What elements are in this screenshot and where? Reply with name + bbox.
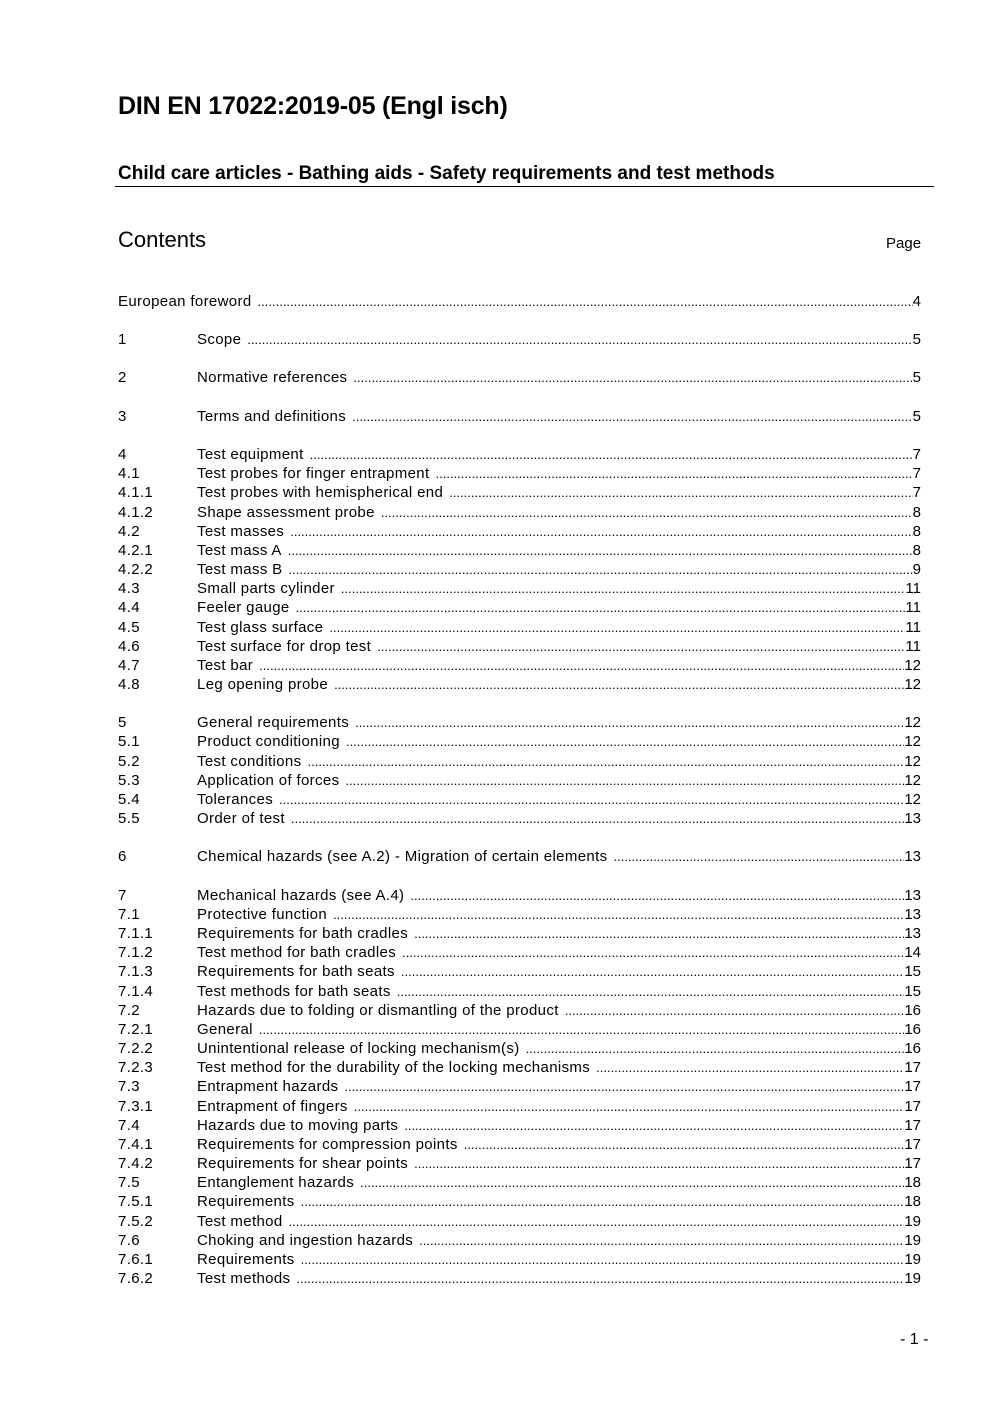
toc-dot-leader [279, 790, 904, 809]
toc-entry-number: 7.1.1 [118, 925, 154, 942]
toc-entry[interactable] [118, 847, 921, 866]
toc-dot-leader [401, 962, 904, 981]
toc-entry-title: Normative references [197, 369, 348, 386]
toc-entry-page: 15 [904, 983, 921, 1000]
toc-entry[interactable] [118, 809, 921, 828]
toc-entry-title: Mechanical hazards (see A.4) [197, 887, 405, 904]
toc-dot-leader [354, 1097, 905, 1116]
toc-entry-number: 4.4 [118, 599, 140, 616]
toc-entry-number: 4.2 [118, 523, 140, 540]
toc-entry[interactable] [118, 982, 921, 1001]
toc-entry-title: Test surface for drop test [197, 638, 372, 655]
toc-entry-title: Test probes with hemispherical end [197, 484, 444, 501]
toc-entry-page: 17 [904, 1117, 921, 1134]
toc-entry-page: 11 [905, 619, 921, 636]
toc-entry-number: 4.6 [118, 638, 140, 655]
toc-entry-number: 1 [118, 331, 127, 348]
toc-entry[interactable] [118, 1058, 921, 1077]
toc-entry-page: 19 [904, 1270, 921, 1287]
toc-dot-leader [404, 1116, 904, 1135]
toc-entry-title: Test glass surface [197, 619, 324, 636]
toc-entry-number: 7.2.3 [118, 1059, 154, 1076]
toc-entry-page: 8 [912, 542, 921, 559]
toc-entry-title: Requirements for shear points [197, 1155, 409, 1172]
toc-dot-leader [436, 464, 913, 483]
toc-entry-number: 3 [118, 408, 127, 425]
toc-entry-title: Requirements for bath cradles [197, 925, 409, 942]
toc-dot-leader [296, 598, 906, 617]
toc-dot-leader [258, 292, 913, 311]
toc-entry-number: 7.6.1 [118, 1251, 154, 1268]
toc-entry-title: Terms and definitions [197, 408, 347, 425]
toc-entry[interactable] [118, 1077, 921, 1096]
toc-entry[interactable] [118, 1173, 921, 1192]
toc-entry[interactable] [118, 675, 921, 694]
toc-entry-number: 7.3.1 [118, 1098, 154, 1115]
toc-entry-title: Requirements [197, 1251, 295, 1268]
toc-entry[interactable] [118, 1212, 921, 1231]
toc-dot-leader [414, 1154, 904, 1173]
toc-entry[interactable] [118, 905, 921, 924]
toc-entry-number: 7.5.2 [118, 1213, 154, 1230]
toc-entry-page: 17 [904, 1078, 921, 1095]
toc-entry-page: 13 [904, 906, 921, 923]
toc-entry-number: 5 [118, 714, 127, 731]
toc-entry-page: 11 [905, 638, 921, 655]
toc-entry-title: Entanglement hazards [197, 1174, 355, 1191]
toc-entry-page: 17 [904, 1059, 921, 1076]
toc-dot-leader [301, 1192, 905, 1211]
toc-dot-leader [289, 560, 913, 579]
toc-dot-leader [613, 847, 904, 866]
toc-entry-title: Product conditioning [197, 733, 340, 750]
toc-entry-page: 18 [904, 1193, 921, 1210]
toc-entry[interactable] [118, 962, 921, 981]
toc-entry-number: 7.4.2 [118, 1155, 154, 1172]
toc-entry-page: 15 [904, 963, 921, 980]
toc-entry-page: 7 [912, 446, 921, 463]
toc-entry-page: 12 [904, 714, 921, 731]
toc-entry-page: 8 [912, 504, 921, 521]
toc-dot-leader [377, 637, 905, 656]
toc-dot-leader [310, 445, 913, 464]
toc-entry[interactable] [118, 713, 921, 732]
toc-dot-leader [414, 924, 904, 943]
toc-entry-title: Entrapment hazards [197, 1078, 339, 1095]
toc-entry-number: 7.6.2 [118, 1270, 154, 1287]
toc-entry[interactable] [118, 771, 921, 790]
toc-dot-leader [346, 732, 904, 751]
toc-entry-title: Hazards due to moving parts [197, 1117, 399, 1134]
toc-entry[interactable] [118, 541, 921, 560]
toc-dot-leader [296, 1269, 904, 1288]
toc-dot-leader [341, 579, 906, 598]
toc-entry-title: Entrapment of fingers [197, 1098, 348, 1115]
toc-dot-leader [565, 1001, 905, 1020]
contents-heading: Contents [118, 227, 207, 252]
toc-entry[interactable] [118, 445, 921, 464]
toc-entry-number: 4 [118, 446, 127, 463]
toc-entry-title: Requirements [197, 1193, 295, 1210]
toc-entry[interactable] [118, 886, 921, 905]
toc-entry[interactable] [118, 1097, 921, 1116]
toc-entry-title: Test probes for finger entrapment [197, 465, 430, 482]
toc-entry-page: 16 [904, 1040, 921, 1057]
toc-entry[interactable] [118, 368, 921, 387]
toc-entry-title: Choking and ingestion hazards [197, 1232, 414, 1249]
toc-entry-page: 17 [904, 1136, 921, 1153]
toc-entry[interactable] [118, 790, 921, 809]
toc-entry-page: 11 [905, 599, 921, 616]
toc-entry[interactable] [118, 943, 921, 962]
toc-entry[interactable] [118, 1135, 921, 1154]
document-title: DIN EN 17022:2019-05 (Engl isch) [118, 92, 508, 120]
toc-entry-page: 19 [904, 1232, 921, 1249]
toc-entry-title: Requirements for compression points [197, 1136, 458, 1153]
toc-entry-page: 8 [912, 523, 921, 540]
toc-entry-page: 13 [904, 810, 921, 827]
toc-entry-page: 13 [904, 848, 921, 865]
toc-entry-number: 7.1 [118, 906, 140, 923]
toc-entry-number: 5.1 [118, 733, 140, 750]
toc-entry-number: 5.3 [118, 772, 140, 789]
toc-entry-number: 7.1.4 [118, 983, 154, 1000]
toc-dot-leader [381, 503, 913, 522]
toc-dot-leader [345, 771, 904, 790]
toc-entry-number: 4.1.1 [118, 484, 154, 501]
toc-entry-title: General requirements [197, 714, 350, 731]
toc-entry-title: Test method [197, 1213, 283, 1230]
toc-dot-leader [410, 886, 904, 905]
toc-entry[interactable] [118, 924, 921, 943]
toc-entry-page: 12 [904, 753, 921, 770]
toc-dot-leader [355, 713, 904, 732]
toc-entry-page: 4 [912, 293, 921, 310]
toc-dot-leader [301, 1250, 905, 1269]
toc-entry[interactable] [118, 579, 921, 598]
toc-entry-title: Unintentional release of locking mechanism(s) [197, 1040, 520, 1057]
toc-entry[interactable] [118, 464, 921, 483]
toc-dot-leader [247, 330, 912, 349]
toc-entry[interactable] [118, 407, 921, 426]
toc-dot-leader [259, 656, 904, 675]
toc-entry-title: Small parts cylinder [197, 580, 335, 597]
toc-entry-page: 7 [912, 465, 921, 482]
toc-dot-leader [526, 1039, 905, 1058]
toc-entry-page: 12 [904, 733, 921, 750]
toc-entry-number: 4.2.1 [118, 542, 154, 559]
toc-dot-leader [289, 1212, 905, 1231]
toc-entry-page: 13 [904, 925, 921, 942]
toc-entry-number: 6 [118, 848, 127, 865]
toc-entry-page: 5 [912, 331, 921, 348]
toc-entry-title: Order of test [197, 810, 285, 827]
toc-entry-title: Test conditions [197, 753, 302, 770]
toc-entry[interactable] [118, 1116, 921, 1135]
toc-entry[interactable] [118, 1192, 921, 1211]
toc-entry-page: 12 [904, 791, 921, 808]
toc-entry-number: 7.6 [118, 1232, 140, 1249]
toc-dot-leader [329, 618, 905, 637]
toc-entry-title: Requirements for bath seats [197, 963, 395, 980]
toc-entry-page: 19 [904, 1213, 921, 1230]
toc-entry-page: 12 [904, 657, 921, 674]
document-subtitle: Child care articles - Bathing aids - Safety requirements and test methods [118, 163, 775, 184]
toc-entry-title: Test methods [197, 1270, 291, 1287]
toc-dot-leader [288, 541, 913, 560]
toc-dot-leader [259, 1020, 904, 1039]
toc-entry-title: General [197, 1021, 253, 1038]
toc-entry-number: 7.4 [118, 1117, 140, 1134]
toc-dot-leader [352, 407, 913, 426]
toc-entry-page: 18 [904, 1174, 921, 1191]
toc-entry-page: 12 [904, 772, 921, 789]
toc-dot-leader [464, 1135, 905, 1154]
toc-entry-page: 19 [904, 1251, 921, 1268]
toc-entry-page: 9 [912, 561, 921, 578]
toc-entry-number: 2 [118, 369, 127, 386]
toc-entry-page: 17 [904, 1155, 921, 1172]
toc-entry-title: Scope [197, 331, 242, 348]
toc-entry-title: Tolerances [197, 791, 274, 808]
toc-entry-number: 4.2.2 [118, 561, 154, 578]
toc-dot-leader [402, 943, 904, 962]
toc-dot-leader [360, 1173, 904, 1192]
toc-dot-leader [397, 982, 905, 1001]
toc-entry-number: 5.5 [118, 810, 140, 827]
toc-dot-leader [291, 809, 904, 828]
toc-dot-leader [449, 483, 912, 502]
toc-entry[interactable] [118, 1039, 921, 1058]
toc-entry[interactable] [118, 1250, 921, 1269]
toc-dot-leader [334, 675, 904, 694]
toc-entry-number: 7.5 [118, 1174, 140, 1191]
toc-entry-title: Protective function [197, 906, 328, 923]
toc-entry-title: Shape assessment probe [197, 504, 375, 521]
toc-entry-page: 16 [904, 1002, 921, 1019]
toc-entry-title: Leg opening probe [197, 676, 329, 693]
toc-entry-title: Test equipment [197, 446, 304, 463]
toc-entry[interactable] [118, 752, 921, 771]
toc-entry[interactable] [118, 1154, 921, 1173]
toc-entry-page: 11 [905, 580, 921, 597]
toc-entry-title: Test mass A [197, 542, 282, 559]
toc-entry[interactable] [118, 522, 921, 541]
toc-entry[interactable] [118, 1001, 921, 1020]
toc-entry-title: Test method for the durability of the locking mechanisms [197, 1059, 591, 1076]
toc-entry-page: 17 [904, 1098, 921, 1115]
toc-entry[interactable] [118, 330, 921, 349]
toc-entry-number: 5.2 [118, 753, 140, 770]
toc-dot-leader [596, 1058, 904, 1077]
toc-entry-page: 5 [912, 408, 921, 425]
toc-entry[interactable] [118, 1269, 921, 1288]
toc-entry-number: 7.2 [118, 1002, 140, 1019]
toc-entry[interactable] [118, 483, 921, 502]
toc-entry-title: Test methods for bath seats [197, 983, 391, 1000]
toc-dot-leader [333, 905, 904, 924]
toc-entry-number: 4.7 [118, 657, 140, 674]
toc-entry[interactable] [118, 598, 921, 617]
toc-entry-page: 13 [904, 887, 921, 904]
toc-entry-page: 12 [904, 676, 921, 693]
toc-dot-leader [419, 1231, 904, 1250]
toc-entry-number: 7.3 [118, 1078, 140, 1095]
toc-entry[interactable] [118, 1020, 921, 1039]
title-divider [115, 186, 934, 187]
toc-entry-number: 4.1 [118, 465, 140, 482]
toc-entry-title: Chemical hazards (see A.2) - Migration of certain elements [197, 848, 608, 865]
toc-entry-title: Test bar [197, 657, 254, 674]
toc-entry[interactable] [118, 1231, 921, 1250]
toc-entry-title: European foreword [118, 293, 252, 310]
toc-entry-number: 4.3 [118, 580, 140, 597]
toc-dot-leader [290, 522, 912, 541]
toc-entry-page: 5 [912, 369, 921, 386]
toc-entry-title: Test masses [197, 523, 285, 540]
toc-dot-leader [307, 752, 904, 771]
toc-entry[interactable] [118, 732, 921, 751]
toc-entry-title: Test method for bath cradles [197, 944, 397, 961]
toc-entry-number: 7 [118, 887, 127, 904]
toc-entry-title: Feeler gauge [197, 599, 290, 616]
toc-entry-title: Hazards due to folding or dismantling of the product [197, 1002, 559, 1019]
toc-entry[interactable] [118, 656, 921, 675]
toc-entry-number: 7.5.1 [118, 1193, 154, 1210]
toc-entry-number: 4.8 [118, 676, 140, 693]
toc-entry-number: 7.4.1 [118, 1136, 154, 1153]
toc-entry-number: 7.1.3 [118, 963, 154, 980]
toc-entry-number: 4.1.2 [118, 504, 154, 521]
toc-entry-number: 4.5 [118, 619, 140, 636]
footer-page-number: - 1 - [900, 1331, 929, 1348]
toc-dot-leader [353, 368, 912, 387]
toc-entry[interactable] [118, 560, 921, 579]
toc-entry[interactable] [118, 292, 921, 311]
toc-entry-number: 5.4 [118, 791, 140, 808]
toc-entry-number: 7.2.2 [118, 1040, 154, 1057]
toc-entry-number: 7.2.1 [118, 1021, 154, 1038]
toc-entry-page: 14 [904, 944, 921, 961]
toc-entry-title: Application of forces [197, 772, 340, 789]
toc-entry[interactable] [118, 618, 921, 637]
toc-entry[interactable] [118, 637, 921, 656]
toc-entry-page: 7 [912, 484, 921, 501]
toc-dot-leader [344, 1077, 904, 1096]
toc-entry-page: 16 [904, 1021, 921, 1038]
toc-entry[interactable] [118, 503, 921, 522]
page-column-label: Page [886, 235, 922, 252]
toc-entry-title: Test mass B [197, 561, 283, 578]
toc-entry-number: 7.1.2 [118, 944, 154, 961]
